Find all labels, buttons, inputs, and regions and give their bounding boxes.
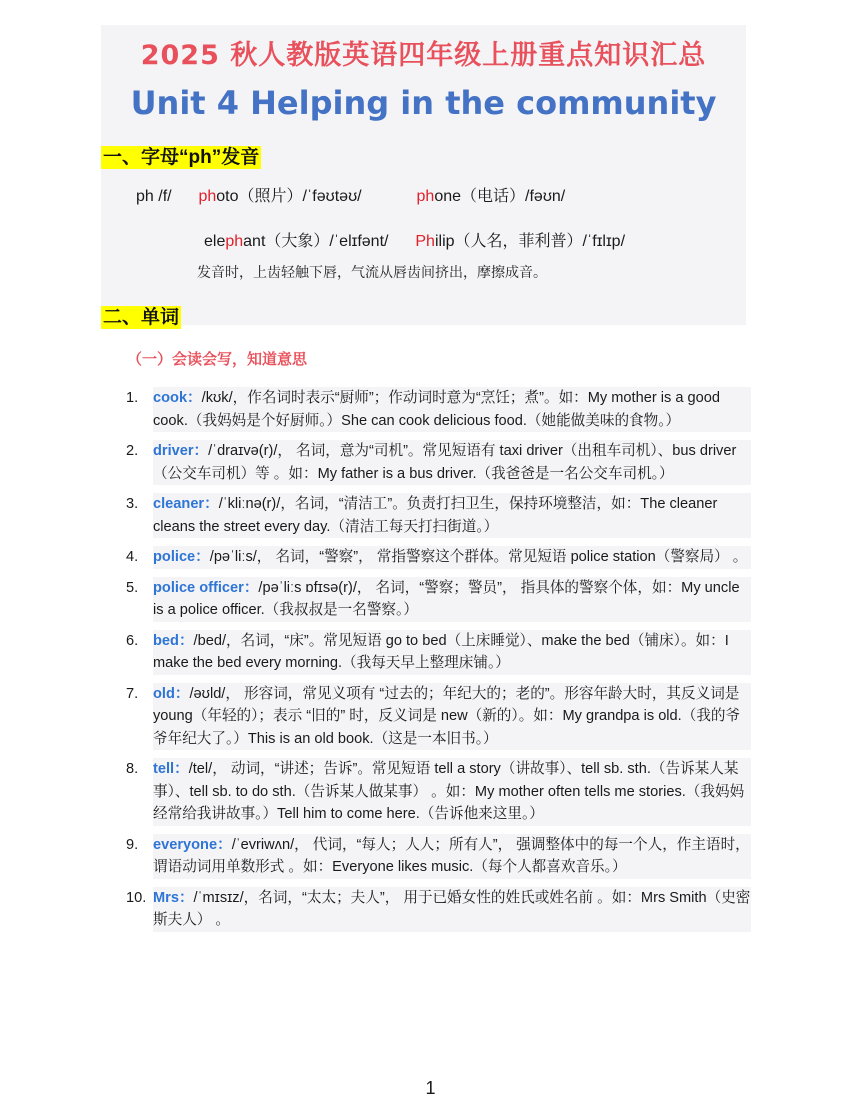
vocab-item-body (153, 758, 751, 826)
vocab-item-number: 6. (126, 632, 139, 649)
section2-subheading: （一）会读会写，知道意思 (127, 351, 308, 368)
vocab-item-body (153, 493, 751, 538)
vocab-item-body (153, 546, 751, 569)
vocab-word: Mrs： (153, 889, 194, 906)
vocab-item-number: 2. (126, 443, 139, 459)
ph-row-2 (204, 228, 625, 251)
section1-heading (101, 142, 261, 169)
ph-highlight: ph (198, 188, 217, 205)
vocab-word: tell： (153, 761, 189, 777)
vocab-definition: /bed/，名词，“床”。常见短语 go to bed（上床睡觉）、make the bed（铺床）。如：I make the bed every morning.（我每天早上整理床铺。） (153, 632, 729, 671)
vocab-word: police officer： (153, 579, 259, 596)
vocab-item (101, 683, 751, 751)
section2-heading (101, 302, 181, 329)
vocab-item (101, 834, 751, 879)
vocab-definition: /ˈmɪsɪz/，名词，“太太；夫人”， 用于已婚女性的姓氏或姓名前 。如：Mrs Smith（史密斯夫人） 。 (153, 889, 751, 928)
ph-row-1 (136, 183, 565, 206)
vocab-item (101, 493, 751, 538)
vocab-definition: /ˈevriwʌn/， 代词，“每人；人人；所有人”， 强调整体中的每一个人，作主语时，谓语动词用单数形式 。如：Everyone likes music.（每个人都喜欢音乐。） (153, 836, 750, 875)
vocab-word: cleaner： (153, 496, 219, 512)
vocab-item (101, 387, 751, 432)
vocab-item-body (153, 683, 751, 751)
word-philip: ilip（人名，菲利普）/ˈfɪlɪp/ (434, 233, 626, 250)
vocab-item-body (153, 887, 751, 932)
vocab-word: everyone： (153, 836, 232, 853)
vocab-item-body (153, 630, 751, 675)
vocab-item (101, 546, 751, 569)
vocab-word: cook： (153, 390, 202, 406)
vocab-item-number: 3. (126, 496, 139, 512)
vocab-definition: /pəˈliːs/， 名词，“警察”， 常指警察这个群体。常见短语 police station（警察局） 。 (209, 549, 748, 565)
vocab-word: bed： (153, 632, 194, 649)
ph-highlight: ph (416, 188, 435, 205)
vocab-definition: /ˈkliːnə(r)/，名词，“清洁工”。负责打扫卫生，保持环境整洁，如：The cleaner cleans the street every day.（清洁工每天打扫街道。） (153, 496, 718, 535)
page-number: 1 (425, 1078, 436, 1098)
vocab-item-number: 10. (126, 889, 147, 906)
vocab-definition: /kʊk/，作名词时表示“厨师”；作动词时意为“烹饪；煮”。如：My mother is a good cook.（我妈妈是个好厨师。）She can cook delicious food.（她能做美味的食物。） (153, 390, 720, 429)
vocab-item-number: 4. (126, 549, 139, 565)
document-title: 2025 秋人教版英语四年级上册重点知识汇总 (140, 40, 707, 71)
pronunciation-note: 发音时，上齿轻触下唇，气流从唇齿间挤出，摩擦成音。 (197, 264, 547, 280)
word-elephant: ant（大象）/ˈelɪfənt/ (243, 233, 389, 250)
section1-heading-text: 一、字母“ph”发音 (103, 147, 260, 168)
vocab-item (101, 577, 751, 622)
vocab-item-number: 9. (126, 836, 139, 853)
word-phone: one（电话）/fəʊn/ (434, 188, 566, 205)
vocab-item-body (153, 440, 751, 485)
unit-title: Unit 4 Helping in the community (130, 84, 717, 122)
vocab-definition: /əʊld/， 形容词，常见义项有 “过去的；年纪大的；老的”。形容年龄大时，其反义词是 young（年轻的）；表示 “旧的” 时，反义词是 new（新的）。如：My grandpa is old.（我的爷爷年纪大了。）This is an old book.（这是一本旧书。） (153, 685, 741, 747)
vocab-item-body (153, 387, 751, 432)
vocab-definition: /pəˈliːs ɒfɪsə(r)/， 名词，“警察；警员”， 指具体的警察个体，如：My uncle is a police officer.（我叔叔是一名警察。） (153, 579, 740, 618)
vocab-item-body (153, 577, 751, 622)
ph-highlight: Ph (415, 233, 435, 250)
vocab-item-body (153, 834, 751, 879)
ph-label: ph /f/ (136, 188, 172, 205)
vocab-item-number: 1. (126, 390, 139, 406)
vocab-item (101, 440, 751, 485)
vocab-list (101, 387, 751, 940)
word-photo: oto（照片）/ˈfəʊtəʊ/ (216, 188, 362, 205)
vocab-item-number: 7. (126, 685, 139, 702)
vocab-word: old： (153, 685, 190, 702)
vocab-word: police： (153, 549, 210, 565)
vocab-word: driver： (153, 443, 209, 459)
word-elephant-pre: ele (204, 233, 226, 250)
ph-highlight: ph (225, 233, 244, 250)
vocab-item (101, 630, 751, 675)
vocab-definition: /ˈdraɪvə(r)/， 名词，意为“司机”。常见短语有 taxi driver（出租车司机）、bus driver（公交车司机）等 。如：My father is a bus driver.（我爸爸是一名公交车司机。） (153, 443, 737, 482)
vocab-item (101, 758, 751, 826)
vocab-definition: /tel/， 动词，“讲述；告诉”。常见短语 tell a story（讲故事）、tell sb. sth.（告诉某人某事）、tell sb. to do sth.（告诉某人做某事） 。如：My mother often tells me stories.（我妈妈经常给我讲故事。）Tell him to come here.（告诉他来这里。） (153, 761, 745, 822)
vocab-item (101, 887, 751, 932)
vocab-item-number: 8. (126, 761, 139, 777)
section2-heading-text: 二、单词 (103, 307, 180, 328)
vocab-item-number: 5. (126, 579, 139, 596)
